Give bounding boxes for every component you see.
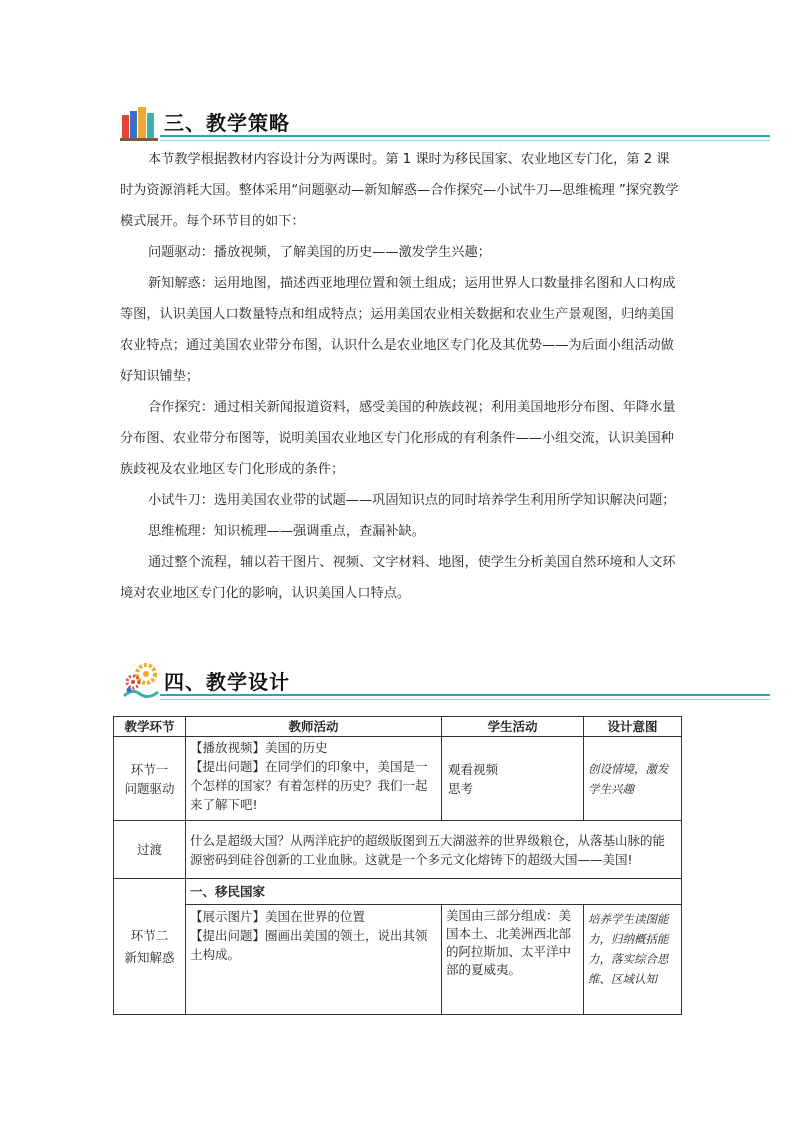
header-teacher: 教师活动: [186, 717, 442, 737]
section3-title: 三、教学策略: [164, 111, 290, 135]
section4-title: 四、教学设计: [164, 670, 290, 694]
table-row: [114, 879, 682, 905]
section4-divider-thin: [160, 699, 770, 700]
intent-cell: 培养学生读图能力，归纳概括能力，落实综合思维、区域认知: [584, 905, 682, 1015]
section3-divider-thin: [160, 140, 770, 141]
subtitle-cell: 一、移民国家: [186, 879, 682, 905]
table-row: [114, 905, 682, 1015]
teacher-line: 【提出问题】圈画出美国的领土，说出其领土构成。: [190, 928, 428, 962]
books-icon: [120, 101, 162, 141]
stage-cell: 环节一 问题驱动: [114, 737, 186, 821]
teacher-line: 【展示图片】美国在世界的位置: [190, 909, 366, 924]
student-cell: 观看视频 思考: [442, 737, 584, 821]
section3-body: [120, 144, 680, 609]
paragraph-problem-drive: 问题驱动：播放视频，了解美国的历史——激发学生兴趣；: [148, 245, 491, 260]
stage-cell: 过渡: [114, 821, 186, 879]
stage-cell: 环节二 新知解惑: [114, 879, 186, 1015]
table-header-row: [114, 717, 682, 737]
header-student: 学生活动: [442, 717, 584, 737]
section4-divider: [160, 694, 770, 696]
teacher-line: 【提出问题】在同学们的印象中，美国是一个怎样的国家？有着怎样的历史？我们一起来了解下吧!: [190, 759, 428, 812]
student-cell: 美国由三部分组成：美国本土、北美洲西北部的阿拉斯加、太平洋中部的夏威夷。: [442, 905, 584, 1015]
header-stage: 教学环节: [114, 717, 186, 737]
teaching-design-table: [113, 716, 682, 1015]
section3-heading: [120, 101, 770, 141]
gears-icon: [120, 660, 162, 700]
table-row: [114, 821, 682, 879]
section3-divider: [160, 135, 770, 137]
paragraph-cooperative: 合作探究：通过相关新闻报道资料，感受美国的种族歧视；利用美国地形分布图、年降水量分布图、农业带分布图等，说明美国农业地区专门化形成的有利条件——小组交流，认识美国种族歧视及农业地区专门化形成的条件；: [120, 400, 676, 477]
table-row: [114, 737, 682, 821]
paragraph-practice: 小试牛刀：选用美国农业带的试题——巩固知识点的同时培养学生利用所学知识解决问题；: [148, 493, 676, 508]
transition-cell: 什么是超级大国？从两洋庇护的超级版图到五大湖滋养的世界级粮仓，从落基山脉的能源密码到硅谷创新的工业血脉。这就是一个多元文化熔铸下的超级大国——美国!: [186, 821, 682, 879]
paragraph-new-knowledge: 新知解惑：运用地图，描述西亚地理位置和领土组成；运用世界人口数量排名图和人口构成等图，认识美国人口数量特点和组成特点；运用美国农业相关数据和农业生产景观图，归纳美国农业特点；通过美国农业带分布图，认识什么是农业地区专门化及其优势——为后面小组活动做好知识铺垫；: [120, 276, 676, 384]
paragraph-summary: 通过整个流程，辅以若干图片、视频、文字材料、地图，使学生分析美国自然环境和人文环境对农业地区专门化的影响，认识美国人口特点。: [120, 555, 676, 601]
header-intent: 设计意图: [584, 717, 682, 737]
paragraph-thinking: 思维梳理：知识梳理——强调重点，查漏补缺。: [148, 524, 425, 539]
teacher-cell: [186, 737, 442, 821]
teacher-cell: [186, 905, 442, 1015]
intent-cell: 创设情境，激发学生兴趣: [584, 737, 682, 821]
teacher-line: 【播放视频】美国的历史: [190, 740, 328, 755]
paragraph-intro: 本节教学根据教材内容设计分为两课时。第 1 课时为移民国家、农业地区专门化，第 2 课时为资源消耗大国。整体采用“问题驱动—新知解惑—合作探究—小试牛刀—思维梳理 ”探究教学模式展开。每个环节目的如下：: [120, 152, 679, 229]
section4-heading: [120, 660, 770, 700]
